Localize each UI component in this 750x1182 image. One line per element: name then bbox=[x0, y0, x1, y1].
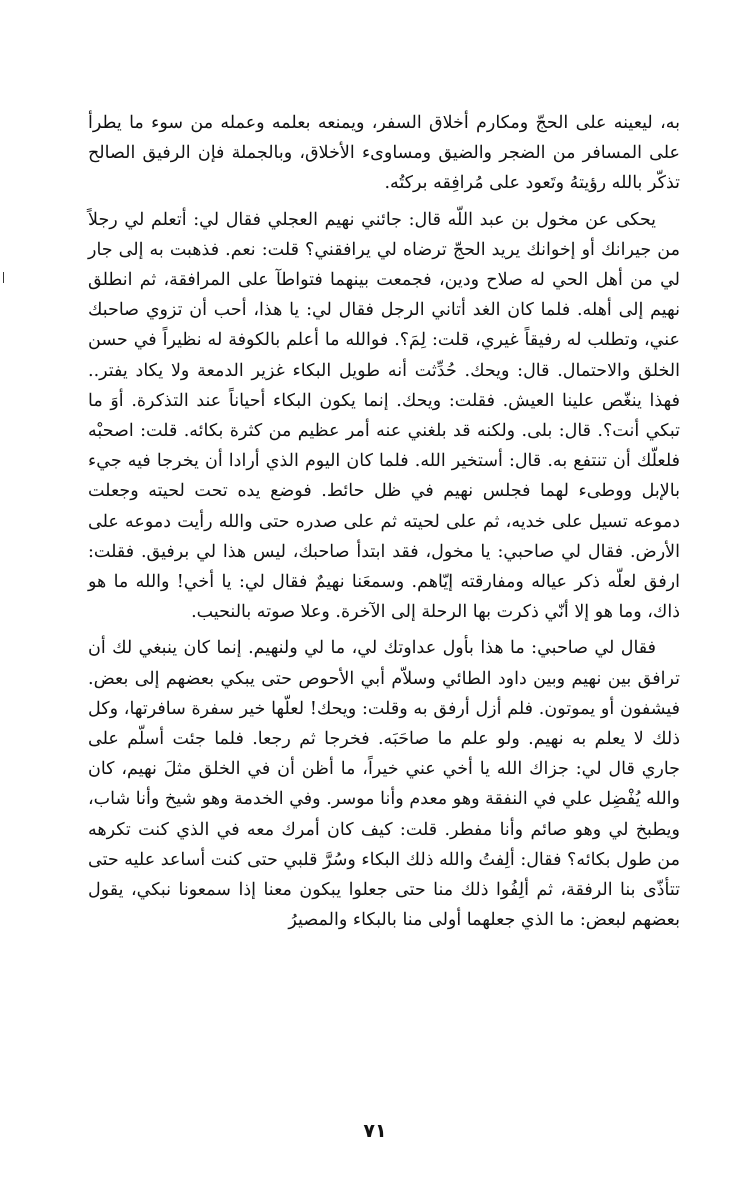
page-number: ٧١ bbox=[363, 1120, 387, 1142]
margin-mark bbox=[3, 272, 4, 283]
book-page-body bbox=[88, 108, 680, 935]
paragraph-story: يحكى عن مخول بن عبد اللّه قال: جائني نهيم العجلي فقال لي: أتعلم لي رجلاً من جيرانك أو إخوانك يريد الحجّ ترضاه لي يرافقني؟ قلت: نعم. فذهبت به إلى جار لي من أهل الحي له صلاح ودين، فجمعت بينهما فتواطآ على المرافقة، ثم انطلق نهيم إلى أهله. فلما كان الغد أتاني الرجل فقال لي: يا هذا، أحب أن تزوي صاحبك عني، وتطلب له رفيقاً غيري، قلت: لِمَ؟. فوالله ما أعلم بالكوفة له نظيراً في حسن الخلق والاحتمال. قال: ويحك. حُدِّثت أنه طويل البكاء غزير الدمعة ولا يكاد يفتر.. فهذا ينغّص علينا العيش. فقلت: ويحك. إنما يكون البكاء أحياناً عند التذكرة. أوَ ما تبكي أنت؟. قال: بلى. ولكنه قد بلغني عنه أمر عظيم من كثرة بكائه. قلت: اصحبْه فلعلّك أن تنتفع به. قال: أستخير الله. فلما كان اليوم الذي أرادا أن يخرجا فيه جيء بالإبل ووطىء لهما فجلس نهيم في ظل حائط. فوضع يده تحت لحيته وجعلت دموعه تسيل على خديه، ثم على لحيته ثم على صدره حتى والله رأيت دموعه على الأرض. فقال لي صاحبي: يا مخول، فقد ابتدأ صاحبك، ليس هذا لي برفيق. فقلت: ارفق لعلّه ذكر عياله ومفارقته إيّاهم. وسمعَنا نهيمٌ فقال لي: يا أخي! والله ما هو ذاك، وما هو إلا أنّي ذكرت بها الرحلة إلى الآخرة. وعلا صوته بالنحيب. bbox=[88, 209, 680, 623]
paragraph-companion-reply: فقال لي صاحبي: ما هذا بأول عداوتك لي، ما لي ولنهيم. إنما كان ينبغي لك أن ترافق بين نهيم وبين داود الطائي وسلاّم أبي الأحوص حتى يبكي بعضهم إلى بعض. فيشفون أو يموتون. فلم أزل أرفق به وقلت: ويحك! لعلّها خير سفرة سافرتها، وكل ذلك لا يعلم به نهيم. ولو علم ما صاحَبَه. فخرجا ثم رجعا. فلما جئت أسلّم على جاري قال لي: جزاك الله يا أخي عني خيراً، ما أظن أن في الخلق مثلَ نهيم، كان والله يُفْضِل علي في النفقة وهو معدم وأنا موسر. وفي الخدمة وهو شيخ وأنا شاب، ويطبخ لي وهو صائم وأنا مفطر. قلت: كيف كان أمرك معه في الذي كنت تكرهه من طول بكائه؟ فقال: ألِفتُ والله ذلك البكاء وسُرَّ قلبي حتى كنت أساعد عليه حتى تتأذّى بنا الرفقة، ثم ألِفُوا ذلك منا حتى جعلوا يبكون معنا إذا سمعونا نبكي، يقول بعضهم لبعض: ما الذي جعلهما أولى منا بالبكاء والمصيرُ bbox=[88, 638, 680, 931]
paragraph-continuation: به، ليعينه على الحجّ ومكارم أخلاق السفر، ويمنعه بعلمه وعمله من سوء ما يطرأ على المسافر من الضجر والضيق ومساوىء الأخلاق، وبالجملة فإن الرفيق الصالح تذكّر بالله رؤيتهُ وتَعود على مُرافِقه بركتُه. bbox=[88, 113, 680, 194]
